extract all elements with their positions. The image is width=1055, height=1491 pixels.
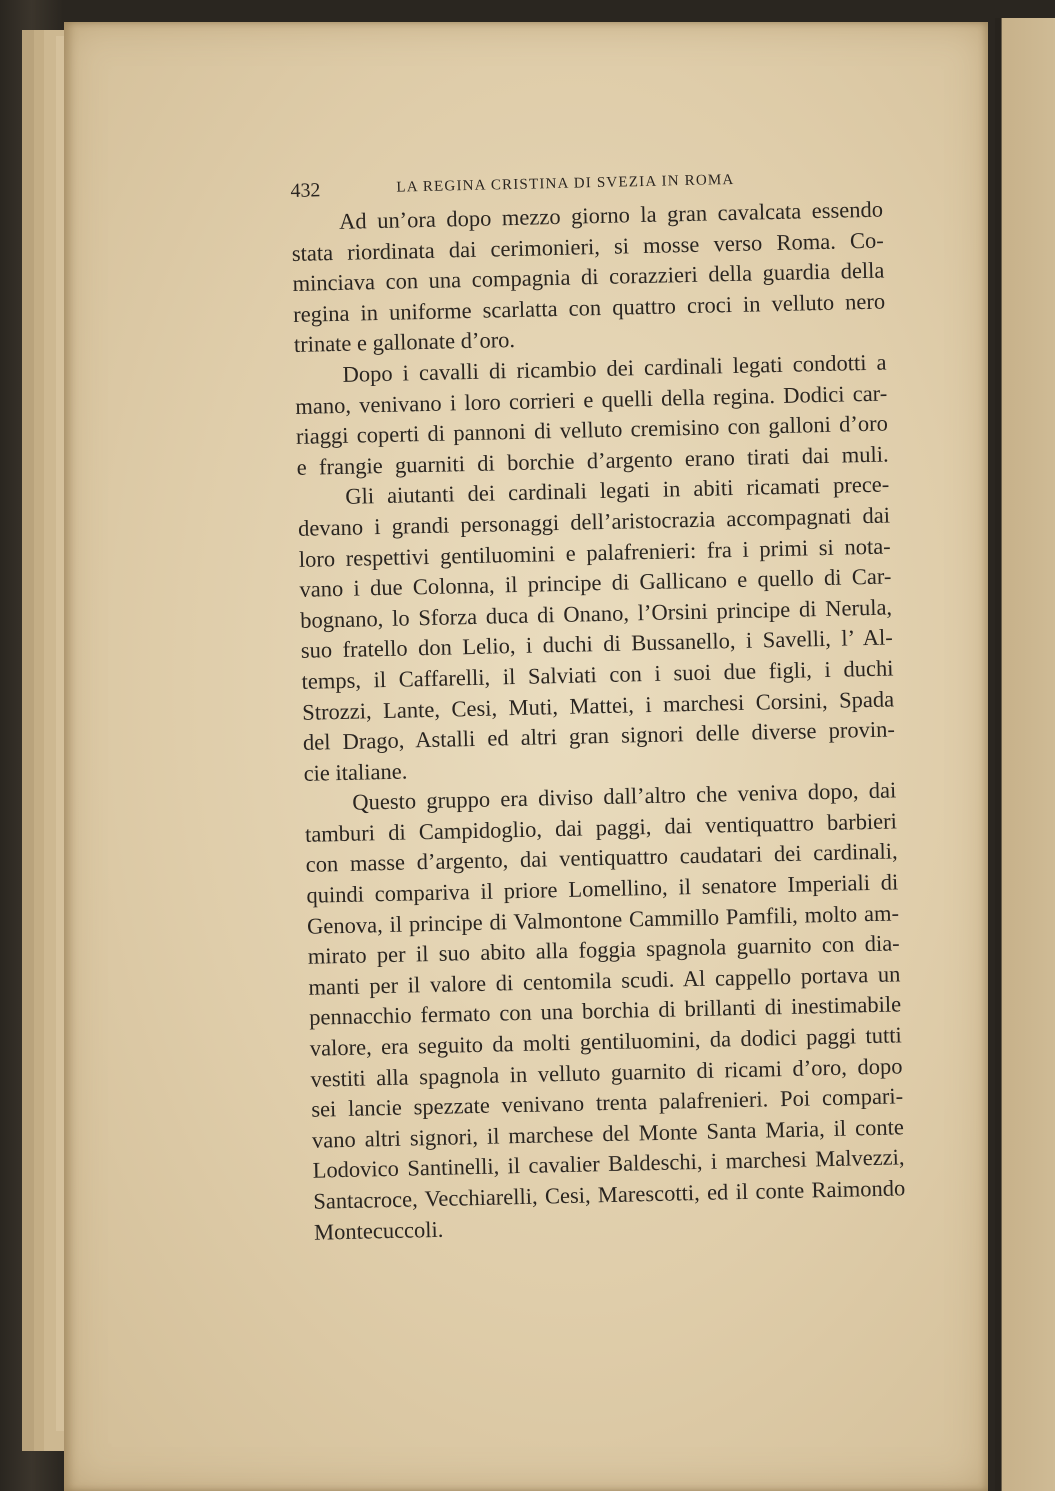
- text-line: stata riordinata dai cerimonieri, si mosse verso Roma. Co-: [291, 227, 884, 266]
- paragraph: [304, 776, 914, 1248]
- text-line: con masse d’argento, dai ventiquattro caudatari dei cardinali,: [305, 838, 898, 878]
- paragraph: [297, 470, 904, 789]
- page-number: 432: [290, 179, 321, 202]
- text-line: Gli aiutanti dei cardinali legati in abiti ricamati prece-: [345, 471, 890, 510]
- paragraph: [294, 347, 897, 483]
- text-line: sei lancie spezzate venivano trenta palafrenieri. Poi compari-: [310, 1083, 904, 1122]
- text-line: vano altri signori, il marchese del Monte Santa Maria, il conte: [311, 1114, 905, 1153]
- text-line: tamburi di Campidoglio, dai paggi, dai ventiquattro barbieri: [304, 808, 898, 847]
- text-line: Questo gruppo era diviso dall’altro che veniva dopo, dai: [352, 777, 897, 816]
- text-line: regina in uniforme scarlatta con quattro croci in velluto nero: [292, 288, 886, 327]
- running-title: LA REGINA CRISTINA DI SVEZIA IN ROMA: [396, 171, 735, 196]
- text-line: mirato per il suo abito alla foggia spagnola guarnito con dia-: [307, 930, 900, 970]
- text-line: quindi compariva il priore Lomellino, il senatore Imperiali di: [306, 869, 899, 908]
- text-line: del Drago, Astalli ed altri gran signori delle diverse provin-: [302, 716, 896, 755]
- text-line: pennacchio fermato con una borchia di brillanti di inestimabile: [308, 991, 902, 1031]
- facing-page-edge: [995, 18, 1055, 1491]
- text-line: Montecuccoli.: [313, 1216, 444, 1245]
- text-line: mano, venivano i loro corrieri e quelli della regina. Dodici car-: [295, 380, 888, 419]
- text-line: trinate e gallonate d’oro.: [293, 327, 516, 358]
- text-line: valore, era seguito da molti gentiluomini, da dodici paggi tutti: [309, 1022, 903, 1061]
- text-line: suo fratello don Lelio, i duchi di Bussanello, i Savelli, l’ Al-: [300, 624, 893, 664]
- text-line: riaggi coperti di pannoni di velluto cremisino con galloni d’oro: [295, 410, 889, 450]
- text-line: minciava con una compagnia di corazzieri della guardia della: [292, 257, 885, 297]
- text-line: Strozzi, Lante, Cesi, Muti, Mattei, i marchesi Corsini, Spada: [301, 685, 895, 725]
- text-line: vestiti alla spagnola in velluto guarnito di ricami d’oro, dopo: [310, 1052, 903, 1092]
- text-line: cie italiane.: [303, 758, 408, 786]
- text-line: bognano, lo Sforza duca di Onano, l’Orsini principe di Nerula,: [299, 594, 893, 633]
- text-line: vano i due Colonna, il principe di Gallicano e quello di Car-: [299, 563, 892, 603]
- page-text: [290, 158, 914, 1248]
- book-page: [64, 22, 988, 1491]
- text-line: temps, il Caffarelli, il Salviati con i suoi due figli, i duchi: [301, 655, 894, 694]
- paragraph: [291, 194, 894, 361]
- text-line: e frangie guarniti di borchie d’argento erano tirati dai muli.: [296, 441, 889, 480]
- text-line: Dopo i cavalli di ricambio dei cardinali legati condotti a: [342, 349, 887, 387]
- text-line: Genova, il principe di Valmontone Cammillo Pamfili, molto am-: [306, 900, 900, 939]
- text-line: Ad un’ora dopo mezzo giorno la gran cavalcata essendo: [338, 196, 884, 234]
- text-line: Lodovico Santinelli, il cavalier Baldeschi, i marchesi Malvezzi,: [312, 1144, 905, 1184]
- text-line: Santacroce, Vecchiarelli, Cesi, Marescotti, ed il conte Raimondo: [313, 1175, 906, 1214]
- text-line: manti per il valore di centomila scudi. Al cappello portava un: [308, 961, 901, 1000]
- text-line: devano i grandi personaggi dell’aristocrazia accompagnati dai: [297, 502, 891, 541]
- text-line: loro respettivi gentiluomini e palafrenieri: fra i primi si nota-: [298, 533, 891, 572]
